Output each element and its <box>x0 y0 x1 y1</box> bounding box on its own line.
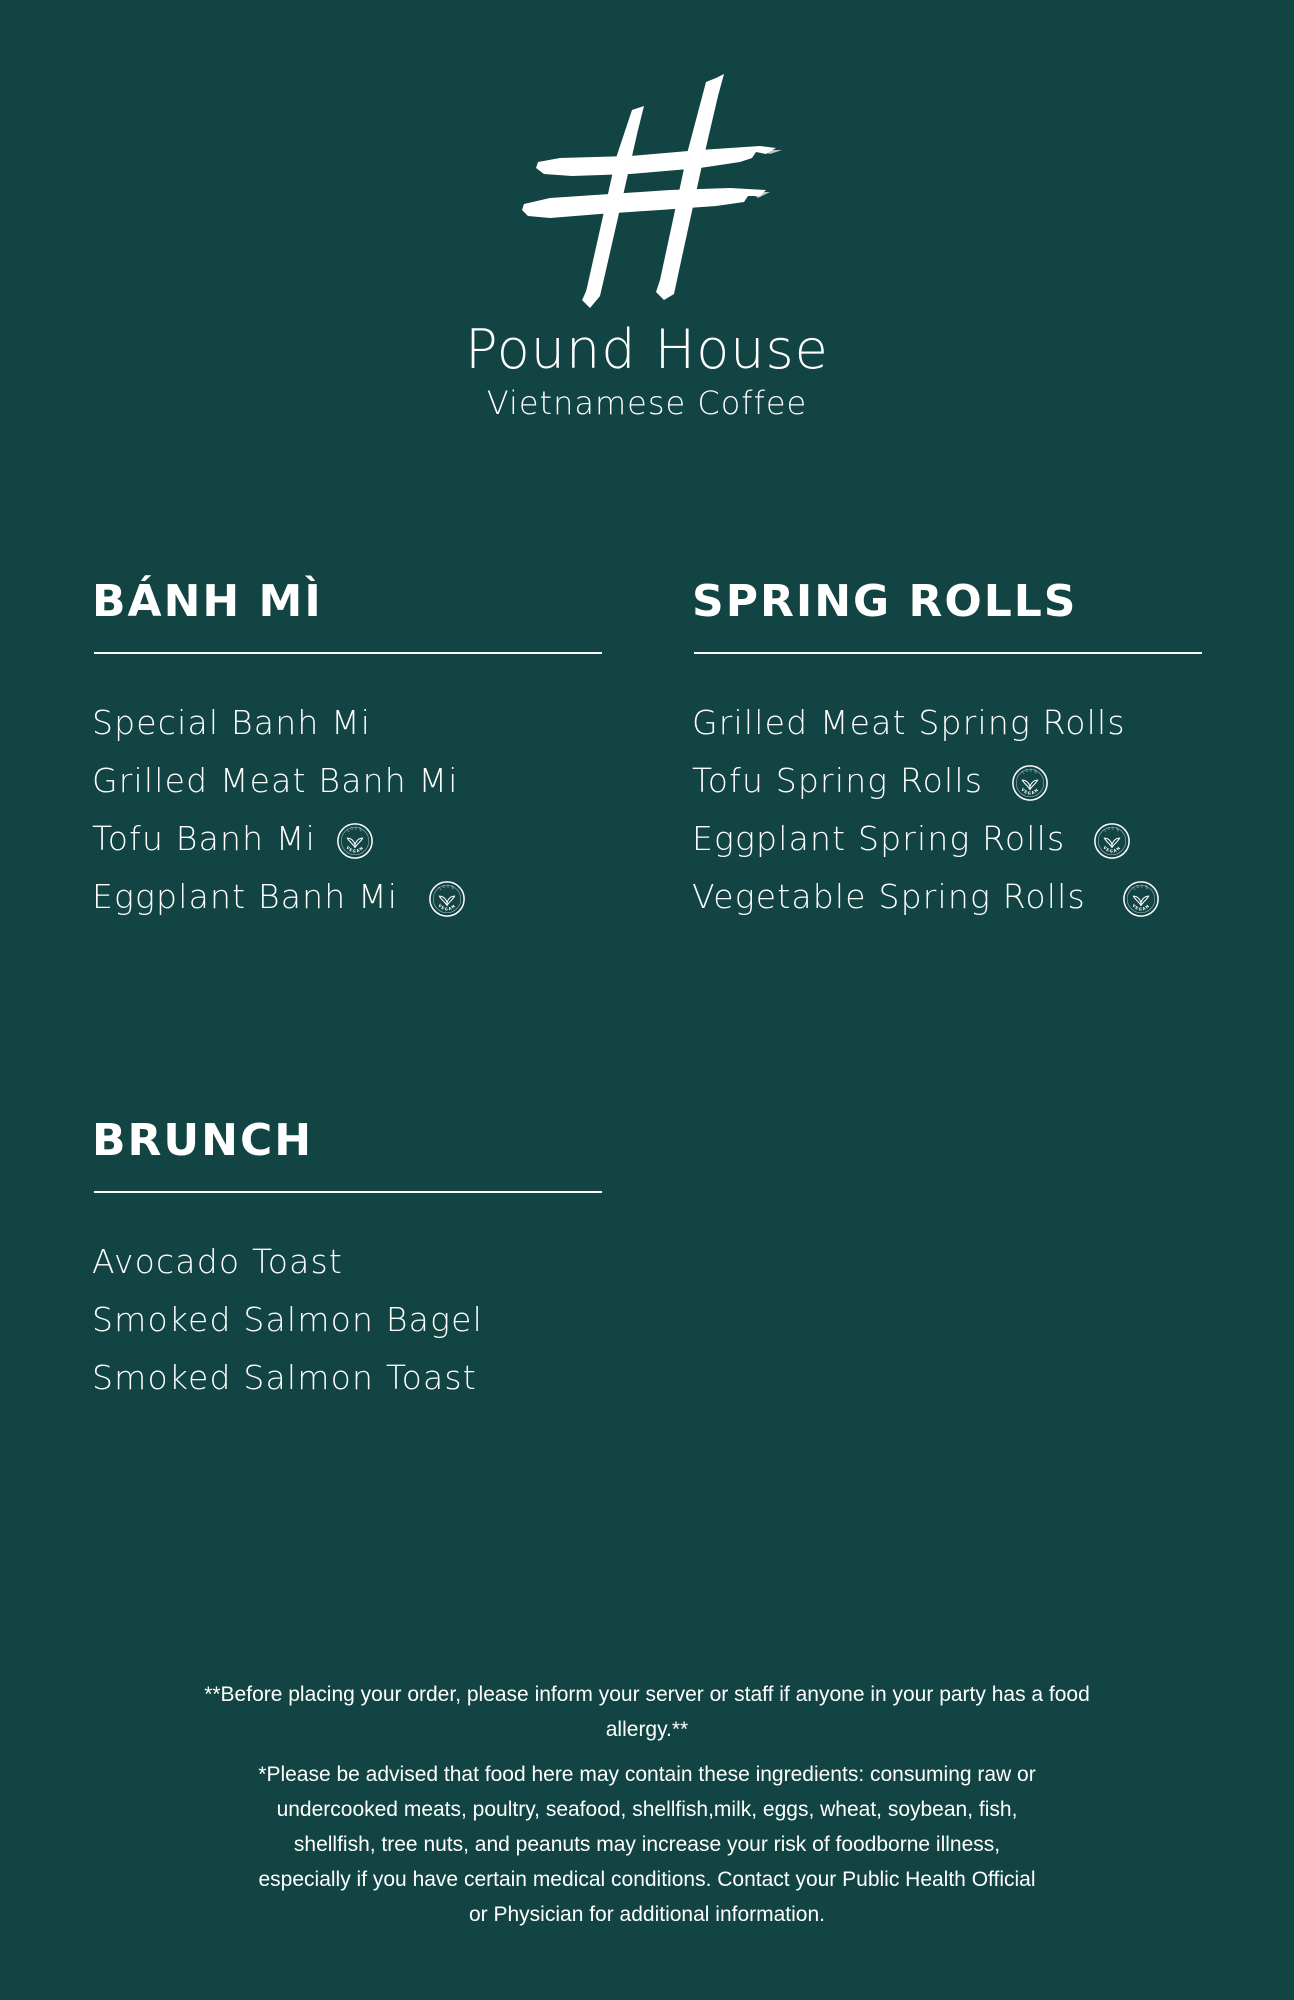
menu-item-name: Tofu Spring Rolls <box>692 761 984 800</box>
svg-text:100%: 100% <box>437 883 457 892</box>
vegan-leaf-badge-icon <box>1122 878 1160 916</box>
menu-item-name: Special Banh Mi <box>92 703 372 742</box>
section-title: BRUNCH <box>92 1115 314 1166</box>
svg-text:VEGAN: VEGAN <box>437 902 457 912</box>
section-banh-mi <box>92 572 602 926</box>
menu-item <box>692 810 1202 868</box>
menu-item-list <box>92 694 602 926</box>
vegan-leaf-badge-icon <box>336 820 374 858</box>
svg-text:VEGAN: VEGAN <box>345 844 365 854</box>
menu-item-name: Smoked Salmon Toast <box>92 1358 477 1397</box>
svg-text:100%: 100% <box>1020 767 1040 776</box>
menu-item <box>92 868 602 926</box>
section-brunch <box>92 1111 602 1407</box>
menu-item <box>92 1233 602 1291</box>
svg-text:100%: 100% <box>1102 825 1122 834</box>
menu-item <box>692 868 1202 926</box>
svg-text:100%: 100% <box>1131 883 1151 892</box>
menu-item-name: Tofu Banh Mi <box>92 819 316 858</box>
section-title: BÁNH MÌ <box>92 576 323 627</box>
brand-name: Pound House <box>465 318 829 381</box>
section-title: SPRING ROLLS <box>692 576 1078 627</box>
vegan-leaf-badge-icon <box>428 878 466 916</box>
menu-item <box>92 1349 602 1407</box>
section-divider <box>94 652 602 654</box>
menu-item-name: Eggplant Banh Mi <box>92 877 399 916</box>
section-divider <box>94 1191 602 1193</box>
menu-item-list <box>692 694 1202 926</box>
svg-text:VEGAN: VEGAN <box>1020 786 1040 796</box>
menu-item <box>692 694 1202 752</box>
menu-item <box>92 1291 602 1349</box>
menu-item <box>692 752 1202 810</box>
section-divider <box>694 652 1202 654</box>
svg-text:100%: 100% <box>345 825 365 834</box>
menu-item <box>92 752 602 810</box>
vegan-leaf-badge-icon <box>1093 820 1131 858</box>
menu-item-name: Smoked Salmon Bagel <box>92 1300 483 1339</box>
section-spring-rolls <box>692 572 1202 926</box>
menu-item <box>92 810 602 868</box>
svg-text:VEGAN: VEGAN <box>1131 902 1151 912</box>
brand-tagline: Vietnamese Coffee <box>486 384 808 422</box>
menu-item-list <box>92 1233 602 1407</box>
menu-item-name: Vegetable Spring Rolls <box>692 877 1086 916</box>
menu-item-name: Grilled Meat Banh Mi <box>92 761 459 800</box>
hash-brush-logo <box>520 70 790 315</box>
menu-item-name: Grilled Meat Spring Rolls <box>692 703 1126 742</box>
vegan-leaf-badge-icon <box>1011 762 1049 800</box>
menu-item-name: Avocado Toast <box>92 1242 344 1281</box>
menu-item <box>92 694 602 752</box>
svg-text:VEGAN: VEGAN <box>1102 844 1123 854</box>
ingredients-disclaimer: *Please be advised that food here may contain these ingredients: consuming raw or undercooked meats, poultry, seafood, shellfish,milk, eggs, wheat, soybean, fish, shellfish, tree nuts, and peanuts may increase your risk of foodborne illness, especially if you have certain medical conditions. Contact your Public Health Official or Physician for additional information. <box>258 1763 1036 1926</box>
allergy-disclaimer: **Before placing your order, please inform your server or staff if anyone in your party has a food allergy.** <box>204 1683 1090 1741</box>
menu-item-name: Eggplant Spring Rolls <box>692 819 1066 858</box>
